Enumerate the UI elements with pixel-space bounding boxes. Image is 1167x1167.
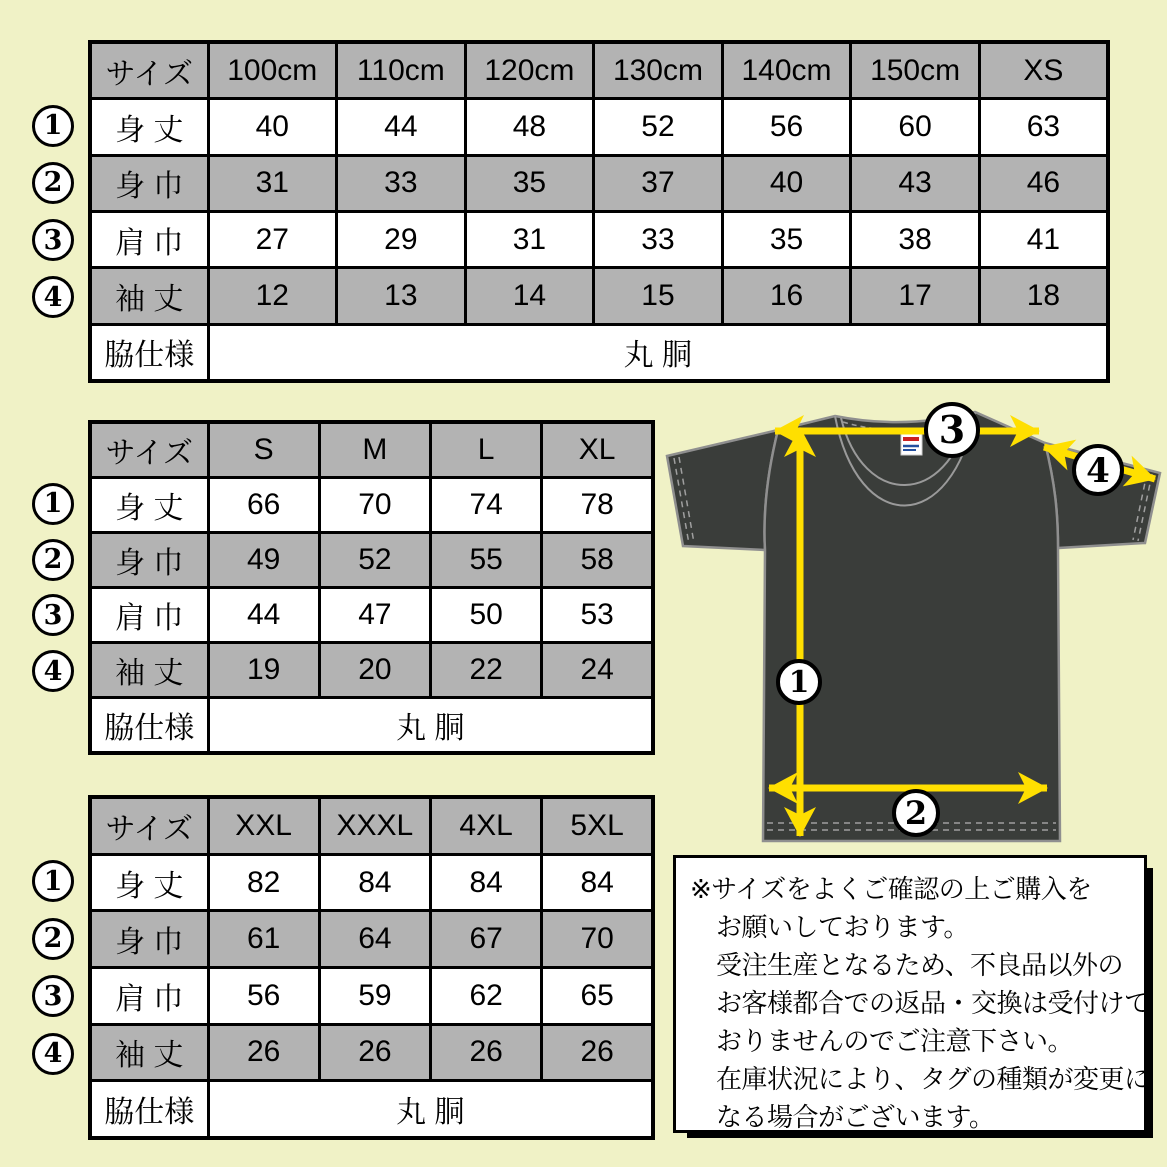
row-callout-4: 4	[32, 1033, 74, 1075]
row-label: 身 巾	[90, 911, 208, 968]
footer-value: 丸 胴	[208, 697, 653, 753]
size-value: 31	[208, 155, 337, 211]
footer-label: 脇仕様	[90, 1081, 208, 1138]
row-label: 身 巾	[90, 155, 208, 211]
size-table-large	[43, 795, 655, 1140]
size-value: 19	[208, 642, 319, 697]
row-callout-3: 3	[32, 219, 74, 261]
size-value: 26	[542, 1024, 653, 1081]
column-header: S	[208, 422, 319, 478]
size-value: 64	[319, 911, 430, 968]
size-value: 31	[465, 211, 594, 267]
size-value: 43	[851, 155, 980, 211]
size-value: 82	[208, 854, 319, 911]
size-value: 40	[208, 99, 337, 155]
row-label: 肩 巾	[90, 587, 208, 642]
size-value: 52	[319, 533, 430, 588]
size-value: 56	[208, 967, 319, 1024]
size-value: 26	[208, 1024, 319, 1081]
notice-line: ※サイズをよくご確認の上ご購入を	[690, 874, 1092, 904]
size-value: 60	[851, 99, 980, 155]
size-table-adult	[43, 420, 655, 755]
notice-line: 受注生産となるため、不良品以外の	[716, 950, 1123, 980]
size-value: 67	[431, 911, 542, 968]
size-value: 22	[431, 642, 542, 697]
size-value: 46	[979, 155, 1108, 211]
notice-line: お願いしております。	[716, 912, 969, 942]
size-value: 61	[208, 911, 319, 968]
size-value: 55	[431, 533, 542, 588]
row-callout-2: 2	[32, 918, 74, 960]
size-value: 18	[979, 268, 1108, 324]
column-header: XXL	[208, 797, 319, 854]
row-callout-3: 3	[32, 594, 74, 636]
size-header-label: サイズ	[90, 422, 208, 478]
size-value: 33	[337, 155, 466, 211]
row-callout-2: 2	[32, 162, 74, 204]
column-header: 130cm	[594, 42, 723, 99]
size-value: 47	[319, 587, 430, 642]
column-header: 110cm	[337, 42, 466, 99]
size-value: 20	[319, 642, 430, 697]
size-value: 53	[542, 587, 653, 642]
size-value: 63	[979, 99, 1108, 155]
size-table-kids	[43, 40, 1110, 383]
column-header: 5XL	[542, 797, 653, 854]
size-value: 50	[431, 587, 542, 642]
size-value: 49	[208, 533, 319, 588]
size-value: 78	[542, 478, 653, 533]
size-value: 37	[594, 155, 723, 211]
size-value: 56	[722, 99, 851, 155]
column-header: 120cm	[465, 42, 594, 99]
column-header: 140cm	[722, 42, 851, 99]
row-callout-4: 4	[32, 276, 74, 318]
row-label: 袖 丈	[90, 268, 208, 324]
size-value: 27	[208, 211, 337, 267]
size-value: 12	[208, 268, 337, 324]
size-value: 16	[722, 268, 851, 324]
column-header: XXXL	[319, 797, 430, 854]
size-value: 48	[465, 99, 594, 155]
footer-value: 丸 胴	[208, 1081, 653, 1138]
row-label: 袖 丈	[90, 642, 208, 697]
row-label: 肩 巾	[90, 967, 208, 1024]
size-value: 26	[319, 1024, 430, 1081]
row-label: 身 巾	[90, 533, 208, 588]
notice-line: お客様都合での返品・交換は受付けて	[716, 988, 1150, 1018]
callout-4-number: 4	[1086, 451, 1110, 491]
row-callout-3: 3	[32, 975, 74, 1017]
size-value: 26	[431, 1024, 542, 1081]
row-label: 身 丈	[90, 99, 208, 155]
size-value: 59	[319, 967, 430, 1024]
notice-line: なる場合がございます。	[716, 1102, 995, 1132]
size-value: 70	[319, 478, 430, 533]
row-label: 身 丈	[90, 478, 208, 533]
size-table	[88, 420, 655, 755]
row-callout-1: 1	[32, 483, 74, 525]
row-label: 肩 巾	[90, 211, 208, 267]
callout-2-number: 2	[904, 794, 928, 832]
size-value: 14	[465, 268, 594, 324]
column-header: L	[431, 422, 542, 478]
size-value: 66	[208, 478, 319, 533]
size-value: 74	[431, 478, 542, 533]
footer-value: 丸 胴	[208, 324, 1108, 381]
column-header: XS	[979, 42, 1108, 99]
size-value: 58	[542, 533, 653, 588]
size-header-label: サイズ	[90, 797, 208, 854]
callout-1-number: 1	[788, 665, 810, 700]
size-value: 24	[542, 642, 653, 697]
size-table	[88, 40, 1110, 383]
tshirt-measurement-diagram	[655, 396, 1167, 856]
size-value: 17	[851, 268, 980, 324]
callout-3-number: 3	[938, 407, 966, 452]
size-value: 65	[542, 967, 653, 1024]
size-value: 84	[431, 854, 542, 911]
size-table	[88, 795, 655, 1140]
size-value: 38	[851, 211, 980, 267]
size-value: 13	[337, 268, 466, 324]
column-header: 4XL	[431, 797, 542, 854]
notice-line: おりませんのでご注意下さい。	[716, 1026, 1074, 1056]
size-value: 70	[542, 911, 653, 968]
column-header: M	[319, 422, 430, 478]
size-value: 41	[979, 211, 1108, 267]
column-header: 100cm	[208, 42, 337, 99]
notice-line: 在庫状況により、タグの種類が変更に	[716, 1064, 1150, 1094]
size-header-label: サイズ	[90, 42, 208, 99]
size-value: 15	[594, 268, 723, 324]
column-header: XL	[542, 422, 653, 478]
size-value: 84	[542, 854, 653, 911]
size-value: 52	[594, 99, 723, 155]
size-value: 62	[431, 967, 542, 1024]
row-callout-1: 1	[32, 860, 74, 902]
size-value: 35	[465, 155, 594, 211]
row-callout-2: 2	[32, 539, 74, 581]
row-callout-4: 4	[32, 650, 74, 692]
column-header: 150cm	[851, 42, 980, 99]
shirt-body	[763, 412, 1060, 841]
row-label: 袖 丈	[90, 1024, 208, 1081]
row-callout-1: 1	[32, 105, 74, 147]
size-value: 33	[594, 211, 723, 267]
purchase-notice	[673, 855, 1150, 1133]
size-value: 29	[337, 211, 466, 267]
brand-tag	[901, 434, 922, 455]
footer-label: 脇仕様	[90, 324, 208, 381]
size-value: 44	[337, 99, 466, 155]
shirt-left-sleeve	[667, 430, 778, 550]
size-value: 84	[319, 854, 430, 911]
footer-label: 脇仕様	[90, 697, 208, 753]
size-value: 44	[208, 587, 319, 642]
size-value: 40	[722, 155, 851, 211]
size-value: 35	[722, 211, 851, 267]
row-label: 身 丈	[90, 854, 208, 911]
